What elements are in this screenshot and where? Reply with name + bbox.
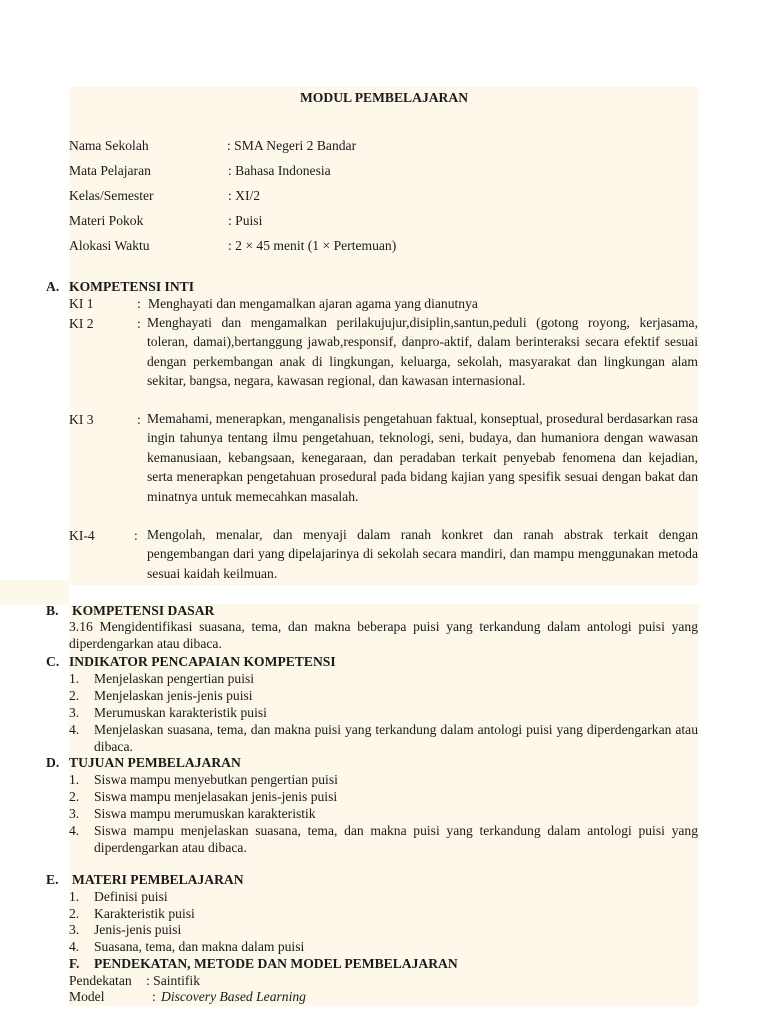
section-a-letter: A. <box>46 279 60 294</box>
section-e-item-3: Jenis-jenis puisi <box>94 922 182 937</box>
identity-label-school: Nama Sekolah <box>69 138 149 153</box>
section-c-num-1: 1. <box>69 671 80 686</box>
section-f-heading: PENDEKATAN, METODE DAN MODEL PEMBELAJARAN <box>94 956 458 971</box>
section-e-num-1: 1. <box>69 889 80 904</box>
section-d-heading: TUJUAN PEMBELAJARAN <box>69 755 241 770</box>
section-e-num-4: 4. <box>69 939 80 954</box>
model-label: Model <box>69 989 105 1004</box>
section-d-item-4: Siswa mampu menjelaskan suasana, tema, dan makna puisi yang terkandung dalam antologi puisi yang diperdengarkan atau dibaca. <box>94 823 698 855</box>
identity-label-subject: Mata Pelajaran <box>69 163 151 178</box>
approach-label: Pendekatan <box>69 973 132 988</box>
ki4-text: Mengolah, menalar, dan menyaji dalam ranah konkret dan ranah abstrak terkait dengan pengembangan dari yang dipelajarinya di sekolah secara mandiri, dan mampu menggunakan metoda sesuai kaidah keilmuan. <box>147 527 698 581</box>
section-e-item-4: Suasana, tema, dan makna dalam puisi <box>94 939 305 954</box>
section-c-item-3: Merumuskan karakteristik puisi <box>94 705 267 720</box>
section-c-letter: C. <box>46 654 60 669</box>
section-d-num-1: 1. <box>69 772 80 787</box>
ki3-colon: : <box>137 412 141 427</box>
section-d-item-3: Siswa mampu merumuskan karakteristik <box>94 806 316 821</box>
identity-label-time: Alokasi Waktu <box>69 238 150 253</box>
section-c-item-4: Menjelaskan suasana, tema, dan makna puisi yang terkandung dalam antologi puisi yang diperdengarkan atau dibaca. <box>94 722 698 754</box>
ki2-text: Menghayati dan mengamalkan perilakujujur,disiplin,santun,peduli (gotong royong, kerjasama, toleran, damai),bertanggung jawab,responsif, danpro-aktif, dalam berinteraksi secara efektif sesuai dengan perkembangan anak di lingkungan, keluarga, sekolah, masyarakat dan lingkungan alam sekitar, bangsa, negara, kawasan regional, dan kawasan internasional. <box>147 315 698 389</box>
identity-value-subject: : Bahasa Indonesia <box>228 163 331 178</box>
section-c-num-2: 2. <box>69 688 80 703</box>
ki4-label: KI-4 <box>69 528 95 543</box>
identity-value-time: : 2 × 45 menit (1 × Pertemuan) <box>228 238 397 253</box>
section-c-num-4: 4. <box>69 722 80 737</box>
model-value: Discovery Based Learning <box>161 989 306 1004</box>
section-b-text: 3.16 Mengidentifikasi suasana, tema, dan makna beberapa puisi yang terkandung dalam antologi puisi yang diperdengarkan atau dibaca. <box>69 619 698 651</box>
page-title: MODUL PEMBELAJARAN <box>299 90 469 105</box>
section-b-heading: KOMPETENSI DASAR <box>72 603 215 618</box>
ki2-label: KI 2 <box>69 316 94 331</box>
identity-value-topic: : Puisi <box>228 213 263 228</box>
model-colon: : <box>152 989 156 1004</box>
ki3-text: Memahami, menerapkan, menganalisis pengetahuan faktual, konseptual, prosedural berdasarkan rasa ingin tahunya tentang ilmu pengetahuan, teknologi, seni, budaya, dan humaniora dengan wawasan kemanusiaan, kebangsaan, kenegaraan, dan peradaban terkait penyebab fenomena dan kejadian, serta menerapkan pengetahuan prosedural pada bidang kajian yang spesifik sesuai dengan bakat dan minatnya untuk memecahkan masalah. <box>147 411 698 504</box>
section-a-heading: KOMPETENSI INTI <box>69 279 195 294</box>
section-c-num-3: 3. <box>69 705 80 720</box>
section-e-letter: E. <box>46 872 59 887</box>
ki4-colon: : <box>134 528 138 543</box>
section-c-item-2: Menjelaskan jenis-jenis puisi <box>94 688 253 703</box>
ki1-colon: : <box>137 296 141 311</box>
section-d-letter: D. <box>46 755 60 770</box>
approach-value: : Saintifik <box>146 973 200 988</box>
section-e-num-2: 2. <box>69 906 80 921</box>
identity-label-class: Kelas/Semester <box>69 188 154 203</box>
section-c-heading: INDIKATOR PENCAPAIAN KOMPETENSI <box>69 654 336 669</box>
section-e-heading: MATERI PEMBELAJARAN <box>72 872 244 887</box>
ki2-colon: : <box>137 316 141 331</box>
section-d-num-4: 4. <box>69 823 80 838</box>
ki1-text: Menghayati dan mengamalkan ajaran agama yang dianutnya <box>148 296 478 311</box>
section-e-item-1: Definisi puisi <box>94 889 168 904</box>
ki3-label: KI 3 <box>69 412 94 427</box>
identity-value-school: : SMA Negeri 2 Bandar <box>227 138 357 153</box>
section-e-num-3: 3. <box>69 922 80 937</box>
section-b-letter: B. <box>46 603 59 618</box>
section-f-letter: F. <box>69 956 80 971</box>
section-d-item-1: Siswa mampu menyebutkan pengertian puisi <box>94 772 338 787</box>
section-e-item-2: Karakteristik puisi <box>94 906 195 921</box>
identity-label-topic: Materi Pokok <box>69 213 144 228</box>
ki1-label: KI 1 <box>69 296 94 311</box>
section-d-num-2: 2. <box>69 789 80 804</box>
section-d-item-2: Siswa mampu menjelasakan jenis-jenis puisi <box>94 789 338 804</box>
identity-value-class: : XI/2 <box>228 188 261 203</box>
section-d-num-3: 3. <box>69 806 80 821</box>
page-background-strip <box>0 580 69 605</box>
section-c-item-1: Menjelaskan pengertian puisi <box>94 671 255 686</box>
